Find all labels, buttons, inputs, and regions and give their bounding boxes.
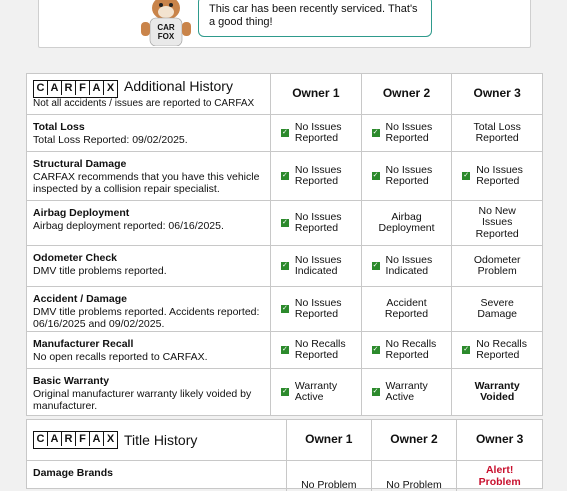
service-message-bubble: This car has been recently serviced. That's a good thing! <box>198 0 432 37</box>
owner-1-value <box>270 369 361 415</box>
alert-value: Problem <box>478 475 521 488</box>
check-icon: ✓ <box>281 172 288 179</box>
owner-2-value <box>361 201 452 245</box>
logo-letter: A <box>90 81 104 95</box>
row-title: Manufacturer Recall <box>33 338 134 350</box>
logo-letter: C <box>34 81 48 95</box>
status-text: Accident Reported <box>384 296 429 320</box>
check-icon: ✓ <box>281 219 288 226</box>
status-text: No Recalls Reported <box>476 337 527 361</box>
row-description: DMV title problems reported. Accidents reported: 06/16/2025 and 09/02/2025. <box>33 306 260 330</box>
status-text: Warranty Active <box>294 379 338 403</box>
status-text: Severe Damage <box>477 296 518 320</box>
section-title: Additional History <box>124 78 233 94</box>
owner-3-value <box>451 201 542 245</box>
row-description: Airbag deployment reported: 06/16/2025. <box>33 220 224 232</box>
carfax-fox-mascot-icon <box>136 0 196 46</box>
owner-1-value <box>270 152 361 200</box>
row-title: Damage Brands <box>33 467 113 479</box>
logo-letter: R <box>62 81 76 95</box>
owner-1-value: No Problem <box>286 461 371 491</box>
owner-2-value <box>361 115 452 151</box>
owner-1-value <box>270 246 361 286</box>
check-icon: ✓ <box>463 346 470 353</box>
status-text: No Issues Reported <box>294 120 342 144</box>
owner-3-value <box>451 246 542 286</box>
logo-letter: C <box>34 432 48 446</box>
check-icon: ✓ <box>463 172 470 179</box>
check-icon: ✓ <box>281 262 288 269</box>
logo-letter: F <box>76 81 90 95</box>
owner-1-value <box>270 332 361 368</box>
status-text: Odometer Problem <box>473 253 521 277</box>
logo-letter: A <box>48 81 62 95</box>
owner-3-header: Owner 3 <box>456 420 542 460</box>
owner-3-value <box>451 152 542 200</box>
table-row <box>27 201 542 246</box>
owner-1-value <box>270 115 361 151</box>
owner-2-header: Owner 2 <box>361 74 452 114</box>
table-row <box>27 152 542 201</box>
owner-2-value <box>361 246 452 286</box>
status-text: No New Issues Reported <box>475 204 519 240</box>
status-text: No Issues Reported <box>385 120 433 144</box>
status-text: No Issues Reported <box>294 163 342 187</box>
row-title: Airbag Deployment <box>33 207 130 219</box>
status-text: No Recalls Reported <box>385 337 437 361</box>
status-text: No Issues Reported <box>294 210 342 234</box>
table-row <box>27 332 542 369</box>
row-title: Odometer Check <box>33 252 118 264</box>
section-title: Title History <box>124 432 198 448</box>
owner-3-alert <box>456 461 542 491</box>
check-icon: ✓ <box>281 388 288 395</box>
status-text: No Issues Reported <box>294 296 342 320</box>
row-description: DMV title problems reported. <box>33 265 167 277</box>
status-text: No Issues Reported <box>385 163 433 187</box>
owner-1-value <box>270 287 361 331</box>
status-text: Total Loss Reported <box>473 120 521 144</box>
row-title: Basic Warranty <box>33 375 110 387</box>
carfax-logo <box>33 431 118 449</box>
check-icon: ✓ <box>372 129 379 136</box>
check-icon: ✓ <box>281 129 288 136</box>
row-title: Accident / Damage <box>33 293 127 305</box>
logo-letter: R <box>62 432 76 446</box>
table-row <box>27 115 542 152</box>
logo-letter: A <box>90 432 104 446</box>
logo-letter: F <box>76 432 90 446</box>
additional-history-header <box>27 74 542 115</box>
row-description: Total Loss Reported: 09/02/2025. <box>33 134 188 146</box>
status-text: No Issues Indicated <box>294 253 342 277</box>
check-icon: ✓ <box>372 262 379 269</box>
title-history-table <box>26 419 543 489</box>
owner-2-value: No Problem <box>371 461 457 491</box>
owner-1-header: Owner 1 <box>286 420 371 460</box>
title-history-header <box>27 420 542 461</box>
table-row <box>27 369 542 415</box>
table-row <box>27 246 542 287</box>
fox-shirt-text: CAR <box>157 23 175 32</box>
svg-text:FOX: FOX <box>157 32 175 41</box>
check-icon: ✓ <box>372 388 379 395</box>
owner-3-header: Owner 3 <box>451 74 542 114</box>
alert-label: Alert! <box>485 464 514 476</box>
row-description: No open recalls reported to CARFAX. <box>33 351 208 363</box>
row-description: CARFAX recommends that you have this vehicle inspected by a collision repair specialist. <box>33 171 260 195</box>
check-icon: ✓ <box>281 346 288 353</box>
owner-3-value <box>451 115 542 151</box>
owner-1-header: Owner 1 <box>270 74 361 114</box>
row-title: Structural Damage <box>33 158 127 170</box>
logo-letter: A <box>48 432 62 446</box>
status-text: Warranty Active <box>385 379 428 403</box>
additional-history-table <box>26 73 543 416</box>
status-text: No Issues Indicated <box>385 253 433 277</box>
owner-3-value <box>451 369 542 415</box>
table-row <box>27 287 542 332</box>
owner-2-header: Owner 2 <box>371 420 457 460</box>
status-text: Warranty Voided <box>474 379 520 403</box>
check-icon: ✓ <box>372 346 379 353</box>
status-text: No Recalls Reported <box>294 337 346 361</box>
table-row <box>27 461 542 491</box>
owner-3-value <box>451 332 542 368</box>
owner-2-value <box>361 332 452 368</box>
check-icon: ✓ <box>281 305 288 312</box>
logo-letter: X <box>106 433 115 445</box>
owner-2-value <box>361 152 452 200</box>
section-subtitle: Not all accidents / issues are reported to CARFAX <box>33 98 255 109</box>
check-icon: ✓ <box>372 172 379 179</box>
owner-2-value <box>361 287 452 331</box>
logo-letter: X <box>106 82 115 94</box>
carfax-logo <box>33 80 118 98</box>
owner-2-value <box>361 369 452 415</box>
row-description: Original manufacturer warranty likely voided by manufacturer. <box>33 388 252 412</box>
owner-1-value <box>270 201 361 245</box>
status-text: No Issues Reported <box>476 163 523 187</box>
owner-3-value <box>451 287 542 331</box>
status-text: Airbag Deployment <box>378 210 435 234</box>
row-title: Total Loss <box>33 121 85 133</box>
